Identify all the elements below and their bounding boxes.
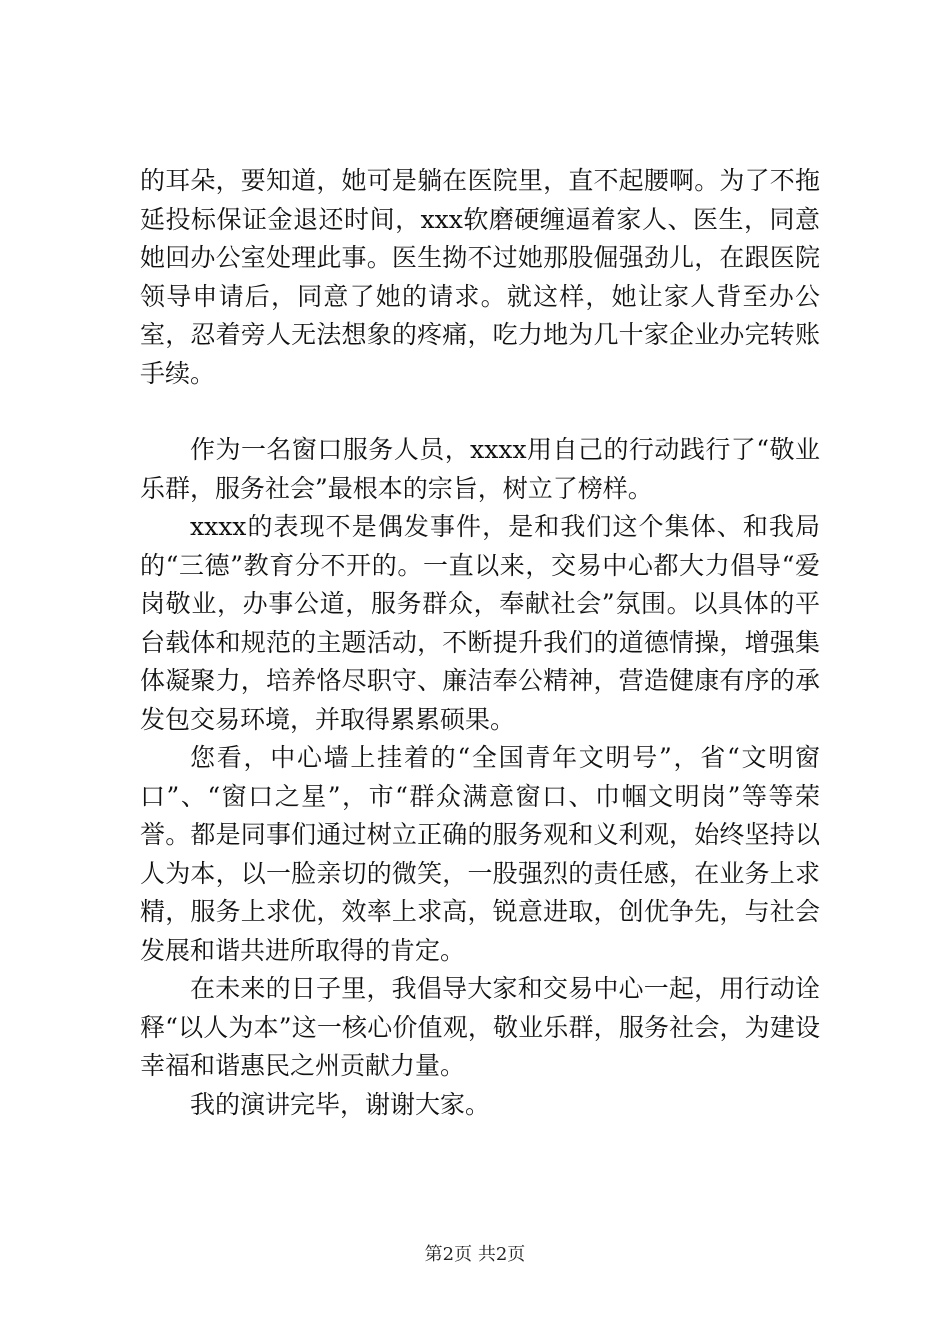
document-body — [140, 162, 820, 1124]
paragraph-4: 您看，中心墙上挂着的“全国青年文明号”，省“文明窗口”、“窗口之星”，市“群众满意窗口、巾帼文明岗”等等荣誉。都是同事们通过树立正确的服务观和义利观，始终坚持以人为本，以一脸亲切的微笑，一股强烈的责任感，在业务上求精，服务上求优，效率上求高，锐意进取，创优争先，与社会发展和谐共进所取得的肯定。 — [140, 743, 820, 965]
page-number-label: 第2页 共2页 — [424, 1244, 526, 1265]
paragraph-spacer — [140, 393, 820, 431]
paragraph-2: 作为一名窗口服务人员，xxxx用自己的行动践行了“敬业乐群，服务社会”最根本的宗旨，树立了榜样。 — [140, 435, 820, 503]
paragraph-5: 在未来的日子里，我倡导大家和交易中心一起，用行动诠释“以人为本”这一核心价值观，敬业乐群，服务社会，为建设幸福和谐惠民之州贡献力量。 — [140, 974, 820, 1080]
page-footer — [0, 1243, 950, 1267]
paragraph-6: 我的演讲完毕，谢谢大家。 — [190, 1089, 491, 1119]
paragraph-3: xxxx的表现不是偶发事件，是和我们这个集体、和我局的“三德”教育分不开的。一直以来，交易中心都大力倡导“爱岗敬业，办事公道，服务群众，奉献社会”氛围。以具体的平台载体和规范的主题活动，不断提升我们的道德情操，增强集体凝聚力，培养恪尽职守、廉洁奉公精神，营造健康有序的承发包交易环境，并取得累累硕果。 — [140, 512, 820, 734]
paragraph-1: 的耳朵，要知道，她可是躺在医院里，直不起腰啊。为了不拖延投标保证金退还时间，xxx软磨硬缠逼着家人、医生，同意她回办公室处理此事。医生拗不过她那股倔强劲儿，在跟医院领导申请后，同意了她的请求。就这样，她让家人背至办公室，忍着旁人无法想象的疼痛，吃力地为几十家企业办完转账手续。 — [140, 166, 820, 388]
